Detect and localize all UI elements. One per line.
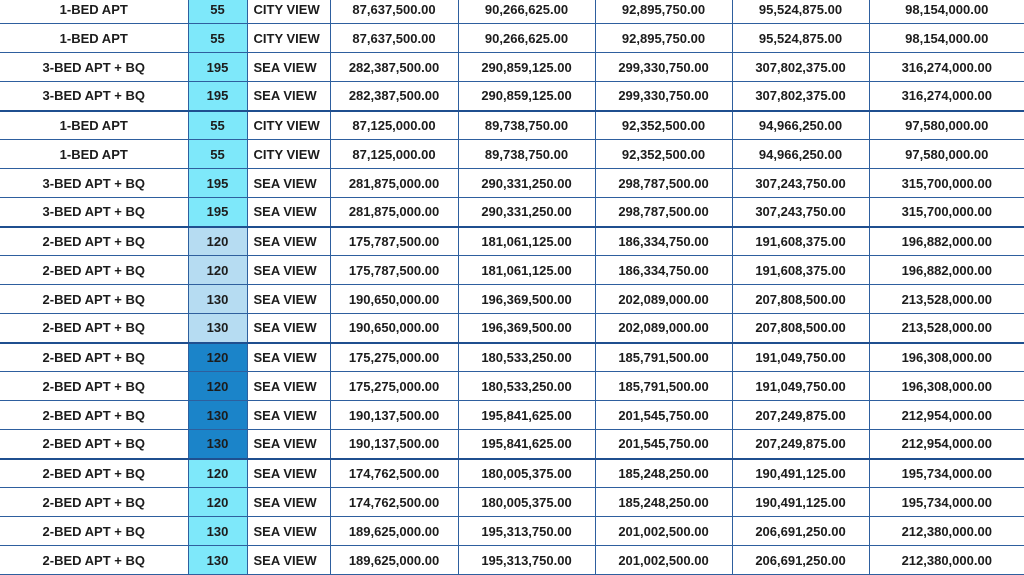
unit-type-cell: 2-BED APT + BQ [0,546,188,575]
unit-size-cell: 120 [188,372,247,401]
unit-size-cell: 120 [188,227,247,256]
price-cell-4: 95,524,875.00 [732,0,869,24]
price-cell-5: 97,580,000.00 [869,111,1024,140]
price-cell-5: 213,528,000.00 [869,285,1024,314]
price-cell-5: 195,734,000.00 [869,488,1024,517]
view-cell: SEA VIEW [247,198,330,227]
price-cell-4: 207,249,875.00 [732,430,869,459]
price-cell-1: 190,650,000.00 [330,285,458,314]
price-cell-2: 195,841,625.00 [458,430,595,459]
price-cell-3: 185,248,250.00 [595,488,732,517]
price-cell-4: 307,243,750.00 [732,198,869,227]
table-row [0,169,1024,198]
unit-size-cell: 120 [188,343,247,372]
table-row [0,285,1024,314]
price-cell-3: 92,895,750.00 [595,0,732,24]
unit-type-cell: 1-BED APT [0,0,188,24]
price-cell-1: 190,137,500.00 [330,401,458,430]
price-cell-4: 207,808,500.00 [732,314,869,343]
price-cell-2: 195,313,750.00 [458,546,595,575]
price-cell-4: 95,524,875.00 [732,24,869,53]
unit-type-cell: 2-BED APT + BQ [0,517,188,546]
price-cell-5: 212,380,000.00 [869,517,1024,546]
price-cell-2: 290,859,125.00 [458,53,595,82]
price-cell-3: 201,002,500.00 [595,517,732,546]
price-cell-4: 206,691,250.00 [732,546,869,575]
unit-type-cell: 2-BED APT + BQ [0,314,188,343]
price-cell-4: 307,802,375.00 [732,82,869,111]
price-cell-4: 191,049,750.00 [732,343,869,372]
unit-size-cell: 130 [188,401,247,430]
table-row [0,256,1024,285]
view-cell: SEA VIEW [247,546,330,575]
price-cell-5: 315,700,000.00 [869,169,1024,198]
price-cell-5: 196,882,000.00 [869,256,1024,285]
unit-type-cell: 1-BED APT [0,24,188,53]
price-cell-3: 92,352,500.00 [595,111,732,140]
price-cell-2: 180,005,375.00 [458,488,595,517]
table-row [0,0,1024,24]
price-cell-4: 207,808,500.00 [732,285,869,314]
price-cell-4: 307,802,375.00 [732,53,869,82]
price-cell-1: 175,275,000.00 [330,343,458,372]
price-cell-2: 89,738,750.00 [458,140,595,169]
table-row [0,227,1024,256]
price-cell-5: 212,380,000.00 [869,546,1024,575]
price-cell-5: 196,308,000.00 [869,372,1024,401]
price-cell-5: 196,308,000.00 [869,343,1024,372]
unit-size-cell: 195 [188,53,247,82]
table-row [0,459,1024,488]
view-cell: SEA VIEW [247,372,330,401]
view-cell: SEA VIEW [247,459,330,488]
price-cell-4: 94,966,250.00 [732,111,869,140]
price-cell-3: 201,545,750.00 [595,430,732,459]
unit-type-cell: 2-BED APT + BQ [0,343,188,372]
unit-size-cell: 55 [188,0,247,24]
price-cell-5: 97,580,000.00 [869,140,1024,169]
table-row [0,111,1024,140]
price-cell-4: 190,491,125.00 [732,488,869,517]
view-cell: SEA VIEW [247,82,330,111]
unit-type-cell: 2-BED APT + BQ [0,401,188,430]
price-cell-1: 282,387,500.00 [330,53,458,82]
price-cell-3: 185,791,500.00 [595,372,732,401]
view-cell: SEA VIEW [247,401,330,430]
unit-type-cell: 3-BED APT + BQ [0,82,188,111]
price-cell-3: 185,791,500.00 [595,343,732,372]
price-cell-3: 202,089,000.00 [595,314,732,343]
unit-type-cell: 3-BED APT + BQ [0,53,188,82]
unit-type-cell: 3-BED APT + BQ [0,169,188,198]
unit-type-cell: 2-BED APT + BQ [0,372,188,401]
price-cell-2: 180,533,250.00 [458,372,595,401]
price-cell-5: 213,528,000.00 [869,314,1024,343]
price-cell-1: 190,137,500.00 [330,430,458,459]
price-cell-2: 290,331,250.00 [458,169,595,198]
table-row [0,546,1024,575]
unit-size-cell: 130 [188,546,247,575]
view-cell: SEA VIEW [247,343,330,372]
price-cell-1: 281,875,000.00 [330,169,458,198]
price-cell-1: 175,787,500.00 [330,227,458,256]
price-cell-1: 87,637,500.00 [330,0,458,24]
price-cell-5: 315,700,000.00 [869,198,1024,227]
price-cell-5: 98,154,000.00 [869,0,1024,24]
unit-size-cell: 195 [188,82,247,111]
unit-type-cell: 2-BED APT + BQ [0,459,188,488]
table-row [0,140,1024,169]
price-cell-5: 195,734,000.00 [869,459,1024,488]
price-cell-3: 186,334,750.00 [595,256,732,285]
view-cell: SEA VIEW [247,430,330,459]
price-cell-2: 90,266,625.00 [458,0,595,24]
view-cell: CITY VIEW [247,111,330,140]
price-cell-1: 189,625,000.00 [330,546,458,575]
price-cell-2: 196,369,500.00 [458,285,595,314]
price-cell-1: 189,625,000.00 [330,517,458,546]
unit-type-cell: 2-BED APT + BQ [0,488,188,517]
unit-type-cell: 2-BED APT + BQ [0,256,188,285]
unit-size-cell: 130 [188,314,247,343]
price-cell-5: 98,154,000.00 [869,24,1024,53]
price-cell-1: 190,650,000.00 [330,314,458,343]
table-row [0,24,1024,53]
view-cell: SEA VIEW [247,488,330,517]
price-cell-4: 94,966,250.00 [732,140,869,169]
unit-size-cell: 130 [188,517,247,546]
table-row [0,314,1024,343]
price-cell-4: 191,608,375.00 [732,227,869,256]
unit-size-cell: 120 [188,256,247,285]
price-cell-1: 174,762,500.00 [330,488,458,517]
table-row [0,488,1024,517]
table-row [0,82,1024,111]
table-row [0,53,1024,82]
unit-size-cell: 130 [188,285,247,314]
unit-size-cell: 120 [188,488,247,517]
table-row [0,430,1024,459]
price-cell-4: 190,491,125.00 [732,459,869,488]
unit-type-cell: 3-BED APT + BQ [0,198,188,227]
price-cell-1: 175,787,500.00 [330,256,458,285]
view-cell: SEA VIEW [247,314,330,343]
price-cell-5: 212,954,000.00 [869,430,1024,459]
table-row [0,517,1024,546]
view-cell: CITY VIEW [247,24,330,53]
price-cell-2: 90,266,625.00 [458,24,595,53]
unit-type-cell: 2-BED APT + BQ [0,430,188,459]
price-cell-3: 299,330,750.00 [595,53,732,82]
view-cell: SEA VIEW [247,256,330,285]
price-cell-1: 281,875,000.00 [330,198,458,227]
price-cell-1: 87,125,000.00 [330,111,458,140]
price-cell-2: 196,369,500.00 [458,314,595,343]
unit-size-cell: 55 [188,24,247,53]
price-cell-4: 206,691,250.00 [732,517,869,546]
price-cell-3: 201,545,750.00 [595,401,732,430]
price-cell-1: 174,762,500.00 [330,459,458,488]
unit-size-cell: 195 [188,169,247,198]
price-cell-4: 191,049,750.00 [732,372,869,401]
price-cell-2: 180,533,250.00 [458,343,595,372]
view-cell: SEA VIEW [247,227,330,256]
table-row [0,198,1024,227]
view-cell: CITY VIEW [247,0,330,24]
price-cell-2: 89,738,750.00 [458,111,595,140]
price-cell-1: 175,275,000.00 [330,372,458,401]
price-cell-5: 196,882,000.00 [869,227,1024,256]
view-cell: SEA VIEW [247,285,330,314]
price-cell-4: 307,243,750.00 [732,169,869,198]
view-cell: SEA VIEW [247,169,330,198]
view-cell: CITY VIEW [247,140,330,169]
price-cell-2: 290,331,250.00 [458,198,595,227]
price-cell-1: 87,125,000.00 [330,140,458,169]
price-cell-1: 282,387,500.00 [330,82,458,111]
table-row [0,401,1024,430]
table-row [0,343,1024,372]
view-cell: SEA VIEW [247,53,330,82]
price-cell-3: 201,002,500.00 [595,546,732,575]
unit-size-cell: 195 [188,198,247,227]
price-cell-2: 195,313,750.00 [458,517,595,546]
unit-size-cell: 55 [188,111,247,140]
price-cell-4: 207,249,875.00 [732,401,869,430]
view-cell: SEA VIEW [247,517,330,546]
unit-type-cell: 1-BED APT [0,111,188,140]
price-cell-3: 298,787,500.00 [595,198,732,227]
price-cell-2: 181,061,125.00 [458,256,595,285]
price-cell-3: 92,352,500.00 [595,140,732,169]
unit-size-cell: 120 [188,459,247,488]
price-cell-3: 92,895,750.00 [595,24,732,53]
unit-size-cell: 130 [188,430,247,459]
unit-size-cell: 55 [188,140,247,169]
price-cell-3: 202,089,000.00 [595,285,732,314]
price-cell-5: 212,954,000.00 [869,401,1024,430]
unit-type-cell: 2-BED APT + BQ [0,285,188,314]
price-cell-2: 195,841,625.00 [458,401,595,430]
price-cell-3: 185,248,250.00 [595,459,732,488]
price-cell-2: 181,061,125.00 [458,227,595,256]
table-row [0,372,1024,401]
price-cell-2: 180,005,375.00 [458,459,595,488]
price-cell-3: 299,330,750.00 [595,82,732,111]
price-cell-4: 191,608,375.00 [732,256,869,285]
price-cell-5: 316,274,000.00 [869,82,1024,111]
price-cell-1: 87,637,500.00 [330,24,458,53]
price-cell-3: 186,334,750.00 [595,227,732,256]
price-cell-5: 316,274,000.00 [869,53,1024,82]
price-cell-2: 290,859,125.00 [458,82,595,111]
price-cell-3: 298,787,500.00 [595,169,732,198]
unit-type-cell: 2-BED APT + BQ [0,227,188,256]
unit-type-cell: 1-BED APT [0,140,188,169]
